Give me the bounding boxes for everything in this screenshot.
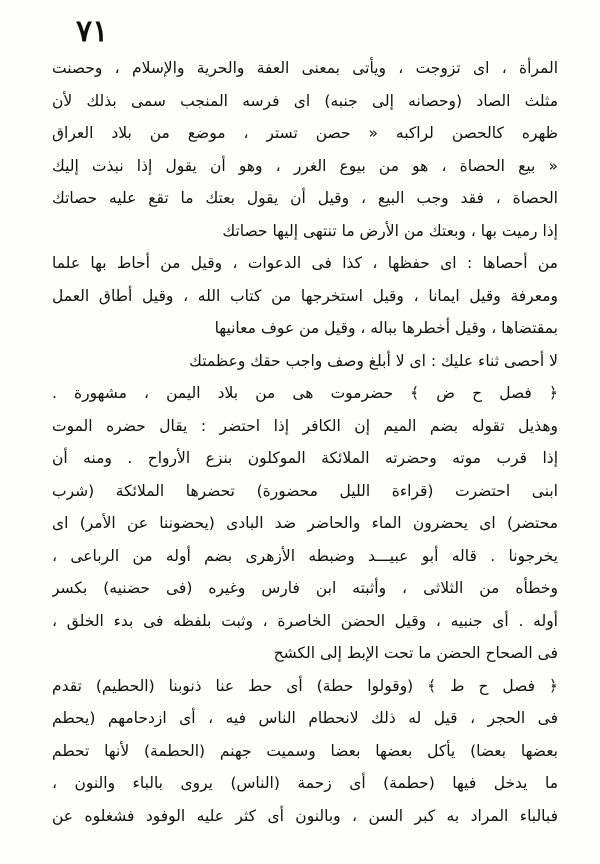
- text-line: ومعرفة وقيل ايمانا ، وقيل استخرجها من كتاب الله ، وقيل أطاق العمل: [52, 286, 558, 305]
- text-line: من أحصاها : اى حفظها ، كذا فى الدعوات ، وقيل من أحاط بها علما: [52, 254, 558, 272]
- text-line: فبالباء المراد به كبر السن ، وبالنون أى كثر عليه الوفود فشغلوه عن: [52, 806, 558, 825]
- text-line: فى الصحاح الحضن ما تحت الإبط إلى الكشح: [273, 644, 558, 662]
- text-line: إذا قرب موته وحضرته الملائكة الموكلون بنزع الأرواح . ومنه أن: [52, 449, 558, 467]
- section-heading-line: ﴿ فصل ح ط ﴾ (وقولوا حطة) أى حط عنا ذنوبنا (الحطيم) تقدم: [52, 676, 558, 695]
- body-text: [52, 52, 558, 832]
- text-line: إذا رميت بها ، وبعتك من الأرض ما تنتهى إليها حصاتك: [222, 221, 558, 240]
- text-line: وخطأه من الثلاثى ، وأثبته ابن فارس وغيره (فى حضنيه) بكسر: [52, 579, 558, 597]
- section-heading-line: ﴿ فصل ح ض ﴾ حضرموت هى من بلاد اليمن ، مشهورة .: [52, 384, 558, 402]
- text-line: « بيع الحصاة ، هو من بيوع الغرر ، وهو أن يقول إذا نبذت إليك: [52, 156, 558, 175]
- text-line: المرأة ، اى تزوجت ، ويأتى بمعنى العفة والحرية والإسلام ، وحصنت: [52, 59, 558, 77]
- text-line: أوله . أى جنبيه ، وقيل الحضن الخاصرة ، وثبت بلفظه فى بدء الخلق ،: [52, 611, 558, 630]
- text-line: مثلث الصاد (وحصانه إلى جنبه) اى فرسه المنجب سمى بذلك لأن: [52, 91, 558, 110]
- text-line: بعضها بعضا) يأكل بعضها بعضا وسميت جهنم (الحطمة) لأنها تحطم: [52, 741, 558, 760]
- text-line: وهذيل تقوله بضم الميم إن الكافر إذا احتضر : يقال حضره الموت: [52, 416, 558, 435]
- text-line: لا أحصى ثناء عليك : اى لا أبلغ وصف واجب حقك وعظمتك: [189, 351, 558, 370]
- text-line: الحصاة ، فقد وجب البيع ، وقيل أن يقول بعتك ما تقع عليه حصاتك: [52, 189, 558, 207]
- text-line: يخرجونا . قاله أبو عبيـــد وضبطه الأزهرى بضم أوله من الرباعى ،: [52, 546, 558, 565]
- text-line: فى الحجر ، قيل له ذلك لانحطام الناس فيه ، أى ازدحامهم (يحطم: [52, 709, 558, 727]
- text-line: بمقتضاها ، وقيل أخطرها بباله ، وقيل من عوف معانيها: [214, 319, 558, 337]
- text-line: ما يدخل فيها (حطمة) أى زحمة (الناس) يروى بالباء والنون ،: [52, 774, 558, 792]
- text-line: ابنى احتضرت (قراءة الليل محضورة) تحضرها الملائكة (شرب: [52, 481, 558, 500]
- page-number: ٧١: [76, 14, 109, 49]
- text-line: ظهره كالحصن لراكبه « حصن تستر ، موضع من بلاد العراق: [52, 124, 558, 142]
- text-line: محتضر) اى يحضرون الماء والحاضر ضد البادى (يحضوننا عن الأمر) اى: [52, 514, 558, 532]
